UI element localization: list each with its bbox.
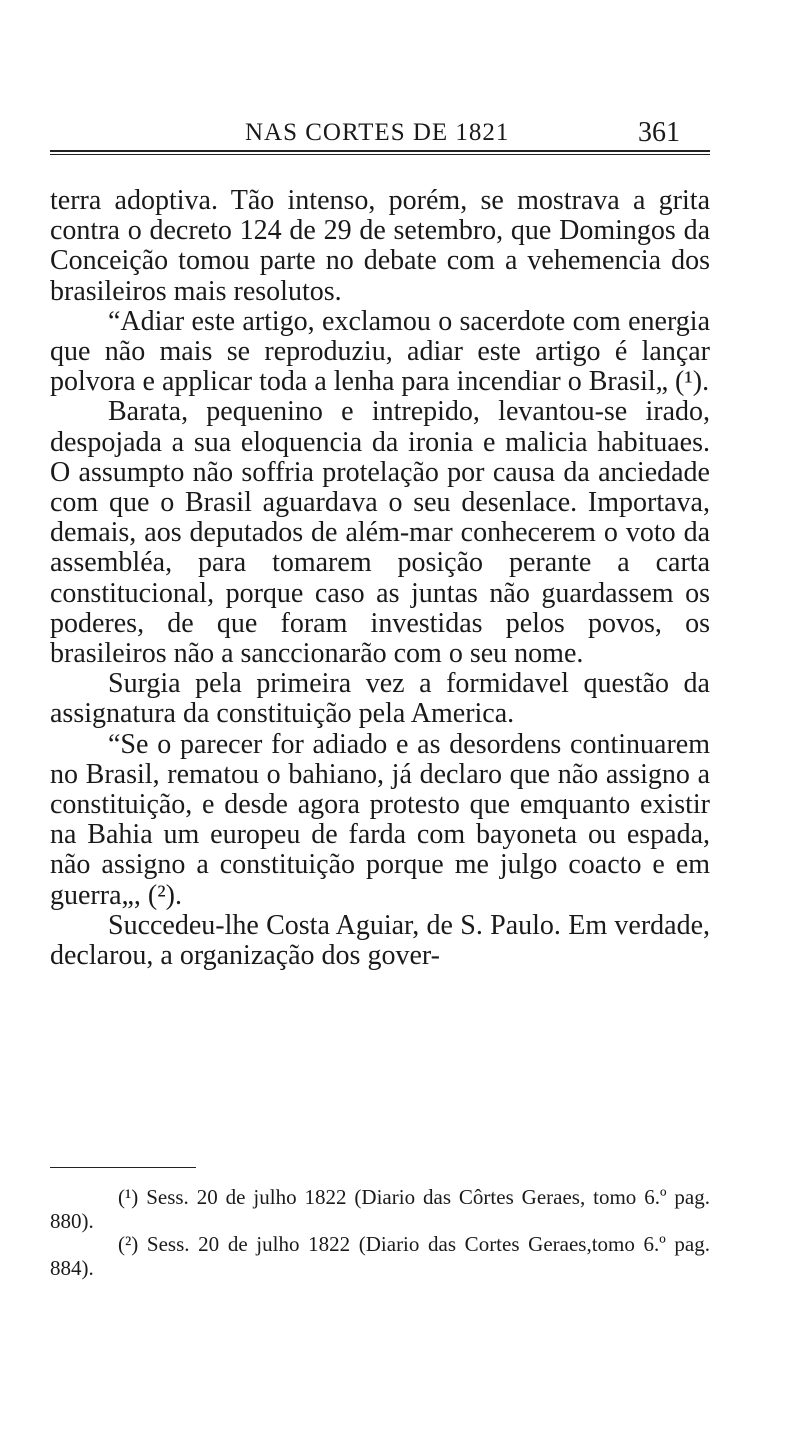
paragraph: “Se o parecer for adiado e as desordens continuarem no Brasil, rematou o bahiano, já declaro que não assigno a constituição, e desde agora protesto que emquanto existir na Bahia um europeu de farda com bayoneta ou espada, não assigno a constituição porque me julgo coacto e em guerra„, (²). <box>50 728 710 911</box>
footnote: (²) Sess. 20 de julho 1822 (Diario das Cortes Geraes,tomo 6.º pag. 884). <box>50 1232 710 1280</box>
body-text <box>50 186 710 971</box>
page-number: 361 <box>638 117 680 148</box>
footnote: (¹) Sess. 20 de julho 1822 (Diario das Côrtes Geraes, tomo 6.º pag. 880). <box>50 1185 710 1233</box>
footnote-rule <box>50 1167 196 1168</box>
header-rule <box>50 150 710 155</box>
running-title: NAS CORTES DE 1821 <box>245 119 510 146</box>
paragraph: Succedeu-lhe Costa Aguiar, de S. Paulo. Em verdade, declarou, a organização dos gover- <box>50 909 710 972</box>
footnotes <box>50 1186 710 1280</box>
running-head <box>50 116 710 150</box>
paragraph: Surgia pela primeira vez a formidavel questão da assignatura da constituição pela America. <box>50 668 710 730</box>
paragraph: terra adoptiva. Tão intenso, porém, se mostrava a grita contra o decreto 124 de 29 de setembro, que Domingos da Conceição tomou parte no debate com a vehemencia dos brasileiros mais resolutos. <box>50 185 710 307</box>
paragraph: “Adiar este artigo, exclamou o sacerdote com energia que não mais se reproduziu, adiar este artigo é lançar polvora e applicar toda a lenha para incendiar o Brasil„ (¹). <box>50 305 710 398</box>
paragraph: Barata, pequenino e intrepido, levantou-se irado, despojada a sua eloquencia da ironia e malicia habituaes. O assumpto não soffria protelação por causa da anciedade com que o Brasil aguardava o seu desenlace. Importava, demais, aos deputados de além-mar conhecerem o voto da assembléa, para tomarem posição perante a carta constitucional, porque caso as juntas não guardassem os poderes, de que foram investidas pelos povos, os brasileiros não a sanccionarão com o seu nome. <box>50 396 710 670</box>
